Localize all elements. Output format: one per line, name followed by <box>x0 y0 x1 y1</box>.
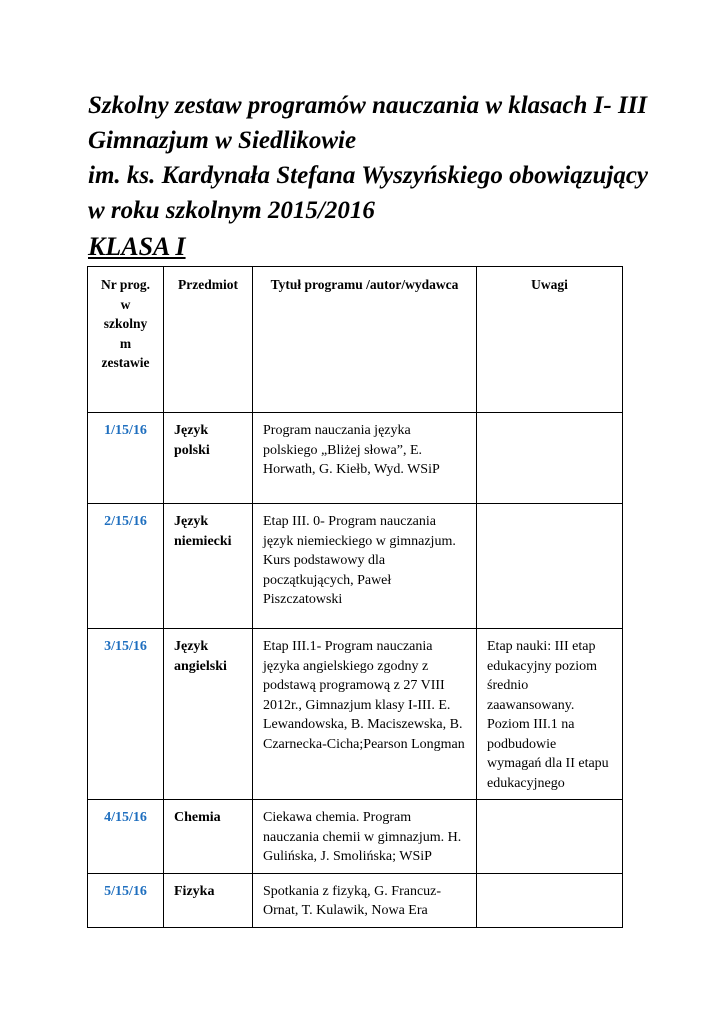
program-number: 2/15/16 <box>88 504 164 629</box>
program-notes <box>477 873 623 927</box>
table-row <box>88 413 623 504</box>
program-notes: Etap nauki: III etap edukacyjny poziom średnio zaawansowany. Poziom III.1 na podbudowie wymagań dla II etapu edukacyjnego <box>477 629 623 800</box>
table-row <box>88 873 623 927</box>
class-heading: KLASA I <box>88 232 186 261</box>
title-line-3: im. ks. Kardynała Stefana Wyszyńskiego obowiązujący <box>88 162 649 189</box>
header-nr-line: szkolny <box>103 316 148 331</box>
program-title: Ciekawa chemia. Program nauczania chemii w gimnazjum. H. Gulińska, J. Smolińska; WSiP <box>253 800 477 874</box>
program-number: 1/15/16 <box>88 413 164 504</box>
header-nr-line: w <box>120 296 131 312</box>
header-nr-line: m <box>119 335 132 351</box>
program-title: Etap III.1- Program nauczania języka angielskiego zgodny z podstawą programową z 27 VIII 2012r., Gimnazjum klasy I-III. E. Lewandowska, B. Maciszewska, B. Czarnecka-Cicha;Pearson Longman <box>253 629 477 800</box>
program-notes <box>477 800 623 874</box>
program-notes <box>477 504 623 629</box>
header-nr-line: zestawie <box>101 355 150 370</box>
table-row <box>88 800 623 874</box>
title-line-4: w roku szkolnym 2015/2016 <box>88 197 375 224</box>
header-program-number <box>88 267 164 413</box>
header-notes: Uwagi <box>477 267 623 413</box>
program-title: Etap III. 0- Program nauczania język niemieckiego w gimnazjum. Kurs podstawowy dla początkujących, Paweł Piszczatowski <box>253 504 477 629</box>
title-line-2: Gimnazjum w Siedlikowie <box>88 127 357 154</box>
program-number: 3/15/16 <box>88 629 164 800</box>
subject-name: Język polski <box>164 413 253 504</box>
program-number: 4/15/16 <box>88 800 164 874</box>
header-program-title: Tytuł programu /autor/wydawca <box>253 267 477 413</box>
table-row <box>88 629 623 800</box>
table-row <box>88 504 623 629</box>
header-subject: Przedmiot <box>164 267 253 413</box>
document-title <box>88 88 688 228</box>
header-nr-line: Nr prog. <box>100 277 150 292</box>
program-notes <box>477 413 623 504</box>
program-title: Spotkania z fizyką, G. Francuz-Ornat, T. Kulawik, Nowa Era <box>253 873 477 927</box>
programs-table <box>87 266 623 928</box>
table-header-row <box>88 267 623 413</box>
subject-name: Fizyka <box>164 873 253 927</box>
subject-name: Chemia <box>164 800 253 874</box>
program-title: Program nauczania języka polskiego „Bliżej słowa”, E. Horwath, G. Kiełb, Wyd. WSiP <box>253 413 477 504</box>
title-line-1: Szkolny zestaw programów nauczania w klasach I- III <box>88 92 648 119</box>
subject-name: Język angielski <box>164 629 253 800</box>
program-number: 5/15/16 <box>88 873 164 927</box>
subject-name: Język niemiecki <box>164 504 253 629</box>
